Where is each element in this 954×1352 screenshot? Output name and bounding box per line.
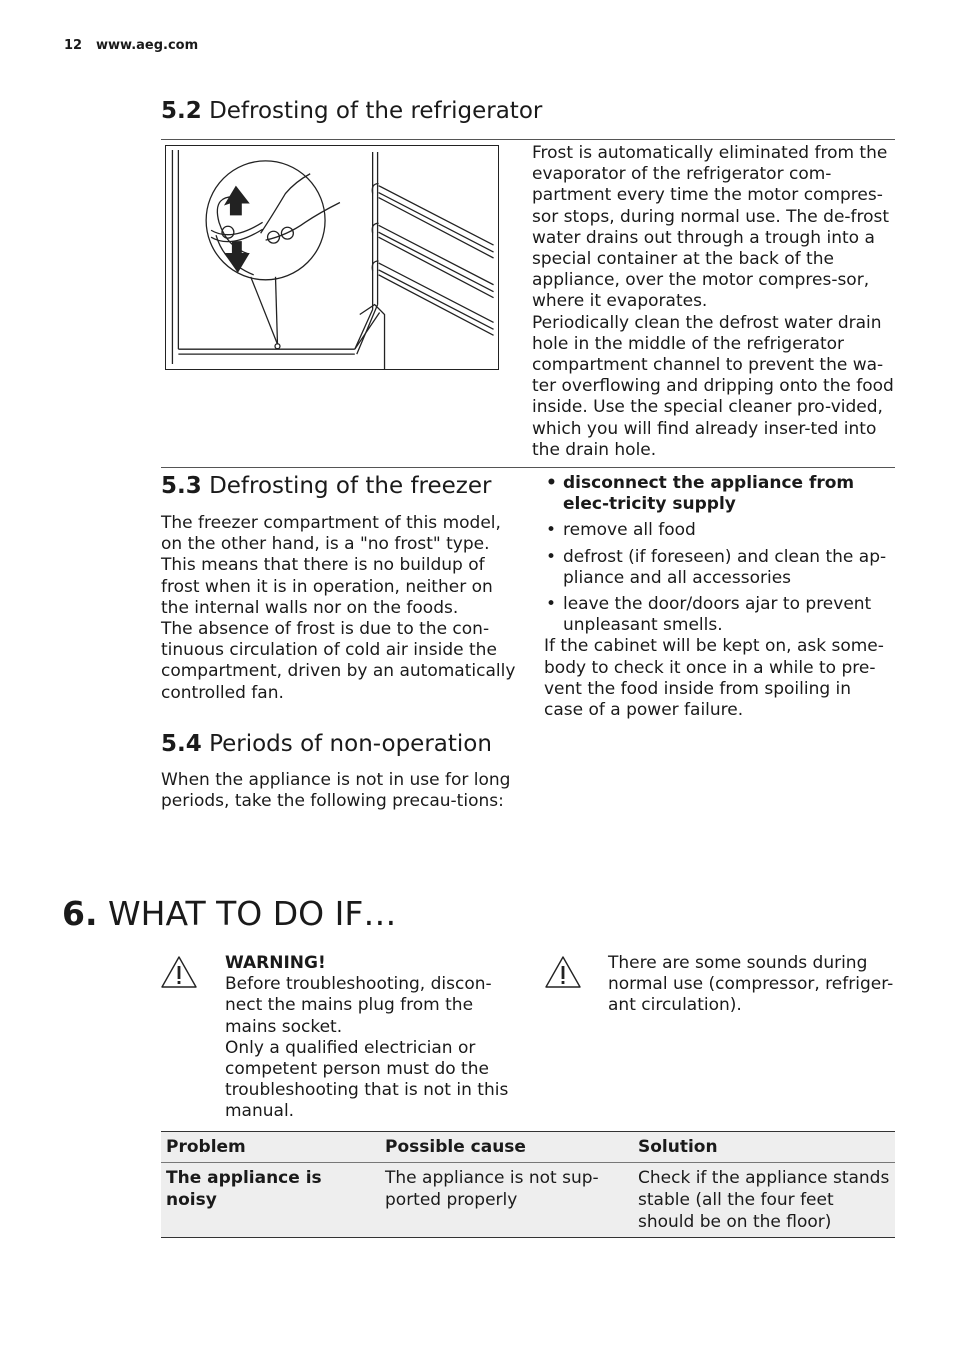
section-5-4-heading bbox=[161, 729, 492, 759]
precaution-list bbox=[544, 473, 894, 636]
chapter-title: WHAT TO DO IF… bbox=[108, 894, 397, 933]
section-divider bbox=[161, 467, 895, 468]
table-row bbox=[161, 1163, 895, 1238]
column-header: Solution bbox=[638, 1137, 718, 1157]
list-item: • remove all food bbox=[544, 520, 894, 541]
paragraph: Periodically clean the defrost water drain hole in the middle of the refrigerator compartment channel to prevent the wa-ter overflowing and dripping onto the food inside. Use the special cleaner pro-vided, which you will find already inser-ted into the drain hole. bbox=[532, 312, 894, 460]
list-item: • leave the door/doors ajar to prevent unpleasant smells. bbox=[544, 594, 894, 636]
warning-heading: WARNING! bbox=[225, 953, 326, 973]
column-header: Problem bbox=[166, 1137, 246, 1157]
warning-text: Before troubleshooting, discon-nect the mains plug from the mains socket. bbox=[225, 974, 492, 1037]
warning-triangle-icon bbox=[544, 955, 582, 989]
problem-cell: The appliance is noisy bbox=[166, 1168, 322, 1210]
list-item: • defrost (if foreseen) and clean the ap-pliance and all accessories bbox=[544, 547, 894, 589]
section-number: 5.3 bbox=[161, 473, 202, 499]
section-5-4-intro: When the appliance is not in use for long periods, take the following precau-tions: bbox=[161, 770, 511, 812]
website-url: www.aeg.com bbox=[96, 38, 199, 53]
cause-cell: The appliance is not sup-ported properly bbox=[385, 1168, 599, 1210]
paragraph: The freezer compartment of this model, on the other hand, is a "no frost" type. This means that there is no buildup of frost when it is in operation, neither on the internal walls nor on the foods. bbox=[161, 513, 501, 618]
section-divider bbox=[161, 139, 895, 140]
fridge-drain-hole-icon bbox=[166, 146, 498, 369]
warning-triangle-icon bbox=[160, 955, 198, 989]
paragraph: The absence of frost is due to the con-tinuous circulation of cold air inside the compartment, driven by an automatically controlled fan. bbox=[161, 619, 516, 703]
chapter-number: 6. bbox=[62, 894, 98, 933]
section-5-3-heading bbox=[161, 471, 492, 501]
section-title: Periods of non-operation bbox=[209, 731, 492, 757]
warning-text: Only a qualified electrician or competent person must do the troubleshooting that is not in this manual. bbox=[225, 1037, 509, 1122]
list-item: • disconnect the appliance from elec-tricity supply bbox=[544, 473, 894, 515]
section-number: 5.2 bbox=[161, 98, 202, 124]
section-title: Defrosting of the refrigerator bbox=[209, 98, 543, 124]
paragraph: Frost is automatically eliminated from the evaporator of the refrigerator com-partment every time the motor compres-sor stops, during normal use. The de-frost water drains out through a trough into a special container at the back of the appliance, over the motor compres-sor, where it evaporates. bbox=[532, 143, 890, 312]
column-header: Possible cause bbox=[385, 1137, 526, 1157]
chapter-6-heading bbox=[62, 894, 396, 934]
page-number: 12 bbox=[64, 38, 83, 53]
fridge-drain-hole-illustration bbox=[165, 145, 499, 370]
paragraph: If the cabinet will be kept on, ask some-body to check it once in a while to pre-vent the food inside from spoiling in case of a power failure. bbox=[544, 636, 884, 721]
solution-cell: Check if the appliance stands stable (all the four feet should be on the floor) bbox=[638, 1168, 890, 1232]
section-number: 5.4 bbox=[161, 731, 202, 757]
warning-block bbox=[225, 953, 515, 1123]
section-5-3-text bbox=[161, 513, 517, 704]
section-5-2-heading bbox=[161, 96, 542, 126]
note-text: There are some sounds during normal use (compressor, refriger-ant circulation). bbox=[608, 953, 894, 1016]
section-5-2-text bbox=[532, 143, 894, 461]
section-5-4-precautions bbox=[544, 473, 894, 721]
section-title: Defrosting of the freezer bbox=[209, 473, 492, 499]
troubleshooting-table bbox=[161, 1131, 895, 1238]
table-header-row bbox=[161, 1132, 895, 1163]
